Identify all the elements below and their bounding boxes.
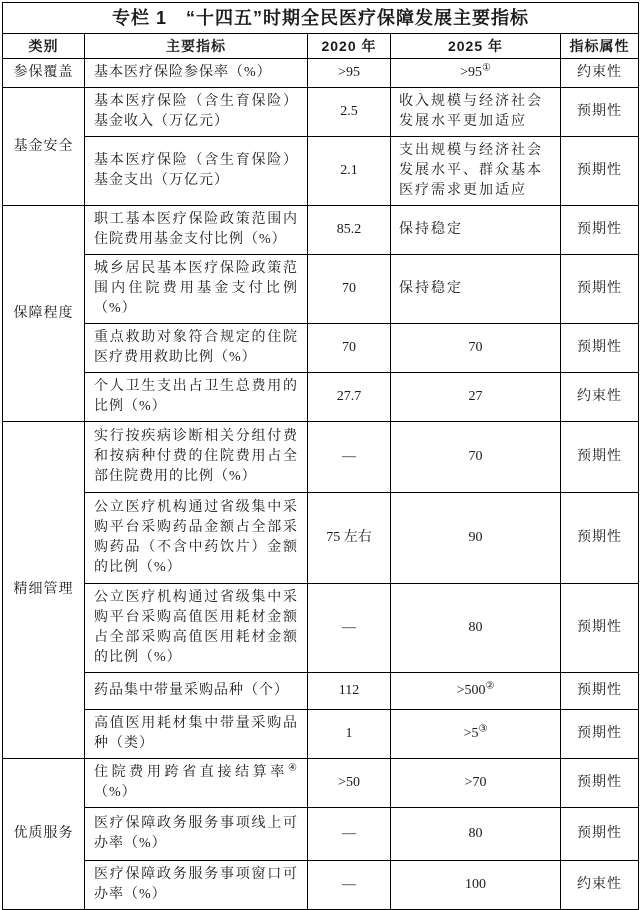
- attribute-cell: 预期性: [561, 710, 639, 759]
- value-2025-text: 80: [468, 620, 483, 635]
- attribute-cell: 预期性: [561, 255, 639, 324]
- value-2020-cell: —: [308, 808, 391, 861]
- attribute-cell: 预期性: [561, 584, 639, 673]
- value-2020-cell: 27.7: [308, 373, 391, 422]
- table-row: [3, 59, 639, 88]
- indicator-text: 公立医疗机构通过省级集中采购平台采购药品金额占全部采购药品（不含中药饮片）金额的比例（%）: [94, 500, 298, 575]
- indicator-cell: [85, 808, 308, 861]
- value-2025-cell: [391, 59, 561, 88]
- indicator-cell: [85, 255, 308, 324]
- table-row: [3, 324, 639, 373]
- value-2025-text: 支出规模与经济社会发展水平、群众基本医疗需求更加适应: [399, 143, 543, 198]
- value-2025-text: 70: [468, 449, 483, 464]
- attribute-cell: 预期性: [561, 88, 639, 137]
- attribute-cell: 约束性: [561, 373, 639, 422]
- value-2025-text: >95: [460, 65, 482, 80]
- attribute-cell: 预期性: [561, 673, 639, 710]
- table-row: [3, 137, 639, 206]
- value-2020-cell: 70: [308, 255, 391, 324]
- table-title: 专栏 1 “十四五”时期全民医疗保障发展主要指标: [3, 3, 639, 34]
- indicator-text: 医疗保障政务服务事项线上可办率（%）: [94, 816, 298, 851]
- indicator-text: 职工基本医疗保险政策范围内住院费用基金支付比例（%）: [94, 212, 298, 247]
- attribute-cell: 预期性: [561, 137, 639, 206]
- attribute-cell: 预期性: [561, 324, 639, 373]
- indicator-table: [2, 2, 639, 910]
- value-2025-cell: [391, 861, 561, 910]
- indicator-text: 个人卫生支出占卫生总费用的比例（%）: [94, 379, 298, 414]
- value-2025-text: 80: [468, 826, 483, 841]
- value-2025-cell: [391, 710, 561, 759]
- value-2025-text: 27: [468, 389, 483, 404]
- value-2025-cell: [391, 324, 561, 373]
- attribute-cell: 预期性: [561, 206, 639, 255]
- value-2025-text: 收入规模与经济社会发展水平更加适应: [399, 94, 543, 129]
- indicator-text: 重点救助对象符合规定的住院医疗费用救助比例（%）: [94, 330, 298, 365]
- attribute-cell: 预期性: [561, 808, 639, 861]
- value-2025-text: >70: [464, 775, 487, 790]
- indicator-text: 公立医疗机构通过省级集中采购平台采购高值医用耗材金额占全部采购高值医用耗材金额的比例（%）: [94, 590, 298, 665]
- attribute-cell: 约束性: [561, 861, 639, 910]
- table-row: [3, 673, 639, 710]
- indicator-cell: [85, 373, 308, 422]
- value-2020-cell: 75 左右: [308, 493, 391, 584]
- column-header-indicator: 主要指标: [85, 34, 308, 59]
- value-2025-cell: [391, 255, 561, 324]
- value-2025-text: 90: [468, 530, 483, 545]
- value-2020-cell: 2.1: [308, 137, 391, 206]
- value-2025-text: 保持稳定: [399, 281, 463, 296]
- column-header-2020: 2020 年: [308, 34, 391, 59]
- value-2025-cell: [391, 808, 561, 861]
- table-row: [3, 861, 639, 910]
- category-cell-fine-management: 精细管理: [3, 422, 85, 759]
- category-cell-fund-safety: 基金安全: [3, 88, 85, 206]
- indicator-cell: [85, 673, 308, 710]
- value-2025-cell: [391, 206, 561, 255]
- indicator-cell: [85, 59, 308, 88]
- indicator-cell: [85, 88, 308, 137]
- value-2020-cell: >50: [308, 759, 391, 808]
- indicator-cell: [85, 422, 308, 493]
- indicator-text: 实行按疾病诊断相关分组付费和按病种付费的住院费用占全部住院费用的比例（%）: [94, 429, 298, 484]
- indicator-text: 药品集中带量采购品种（个）: [94, 683, 289, 698]
- value-2020-cell: —: [308, 584, 391, 673]
- value-2020-cell: 1: [308, 710, 391, 759]
- title-row: [3, 3, 639, 34]
- value-2025-cell: [391, 373, 561, 422]
- table-row: [3, 422, 639, 493]
- attribute-cell: 预期性: [561, 422, 639, 493]
- value-2020-cell: —: [308, 861, 391, 910]
- indicator-cell: [85, 324, 308, 373]
- indicator-text: 城乡居民基本医疗保险政策范围内住院费用基金支付比例（%）: [94, 261, 298, 316]
- indicator-text: 基本医疗保险（含生育保险）基金收入（万亿元）: [94, 94, 298, 129]
- indicator-text: 基本医疗保险参保率（%）: [94, 65, 272, 80]
- table-row: [3, 493, 639, 584]
- attribute-cell: 预期性: [561, 493, 639, 584]
- value-2020-cell: 112: [308, 673, 391, 710]
- attribute-cell: 约束性: [561, 59, 639, 88]
- indicator-cell: [85, 710, 308, 759]
- indicator-cell: [85, 206, 308, 255]
- value-2025-cell: [391, 493, 561, 584]
- header-row: [3, 34, 639, 59]
- indicator-text: 住院费用跨省直接结算率: [94, 765, 289, 780]
- table-row: [3, 206, 639, 255]
- footnote-sup: ③: [478, 723, 488, 735]
- value-2020-cell: 85.2: [308, 206, 391, 255]
- table-row: [3, 373, 639, 422]
- value-2020-cell: >95: [308, 59, 391, 88]
- footnote-sup: ④: [288, 762, 298, 774]
- category-cell-quality-service: 优质服务: [3, 759, 85, 910]
- indicator-cell: [85, 759, 308, 808]
- value-2025-text: 保持稳定: [399, 222, 463, 237]
- indicator-text: 高值医用耗材集中带量采购品种（类）: [94, 716, 298, 751]
- value-2025-cell: [391, 759, 561, 808]
- value-2025-cell: [391, 88, 561, 137]
- table-row: [3, 584, 639, 673]
- table-row: [3, 759, 639, 808]
- indicator-cell: [85, 137, 308, 206]
- value-2025-text: 100: [465, 877, 486, 892]
- value-2020-cell: 70: [308, 324, 391, 373]
- value-2025-text: >5: [463, 726, 479, 741]
- indicator-cell: [85, 861, 308, 910]
- attribute-cell: 预期性: [561, 759, 639, 808]
- table-row: [3, 808, 639, 861]
- table-row: [3, 88, 639, 137]
- column-header-category: 类别: [3, 34, 85, 59]
- value-2020-cell: 2.5: [308, 88, 391, 137]
- column-header-attribute: 指标属性: [561, 34, 639, 59]
- value-2025-text: 70: [468, 340, 483, 355]
- footnote-sup: ②: [485, 680, 495, 692]
- table-row: [3, 710, 639, 759]
- indicator-cell: [85, 493, 308, 584]
- indicator-cell: [85, 584, 308, 673]
- indicator-text: 基本医疗保险（含生育保险）基金支出（万亿元）: [94, 153, 298, 188]
- value-2025-cell: [391, 137, 561, 206]
- column-header-2025: 2025 年: [391, 34, 561, 59]
- category-cell-coverage: 参保覆盖: [3, 59, 85, 88]
- table-row: [3, 255, 639, 324]
- indicator-tail: （%）: [94, 785, 137, 800]
- value-2020-cell: —: [308, 422, 391, 493]
- footnote-sup: ①: [481, 62, 491, 74]
- value-2025-cell: [391, 673, 561, 710]
- value-2025-cell: [391, 584, 561, 673]
- category-cell-protection-level: 保障程度: [3, 206, 85, 422]
- value-2025-text: >500: [456, 683, 486, 698]
- indicator-text: 医疗保障政务服务事项窗口可办率（%）: [94, 867, 298, 902]
- value-2025-cell: [391, 422, 561, 493]
